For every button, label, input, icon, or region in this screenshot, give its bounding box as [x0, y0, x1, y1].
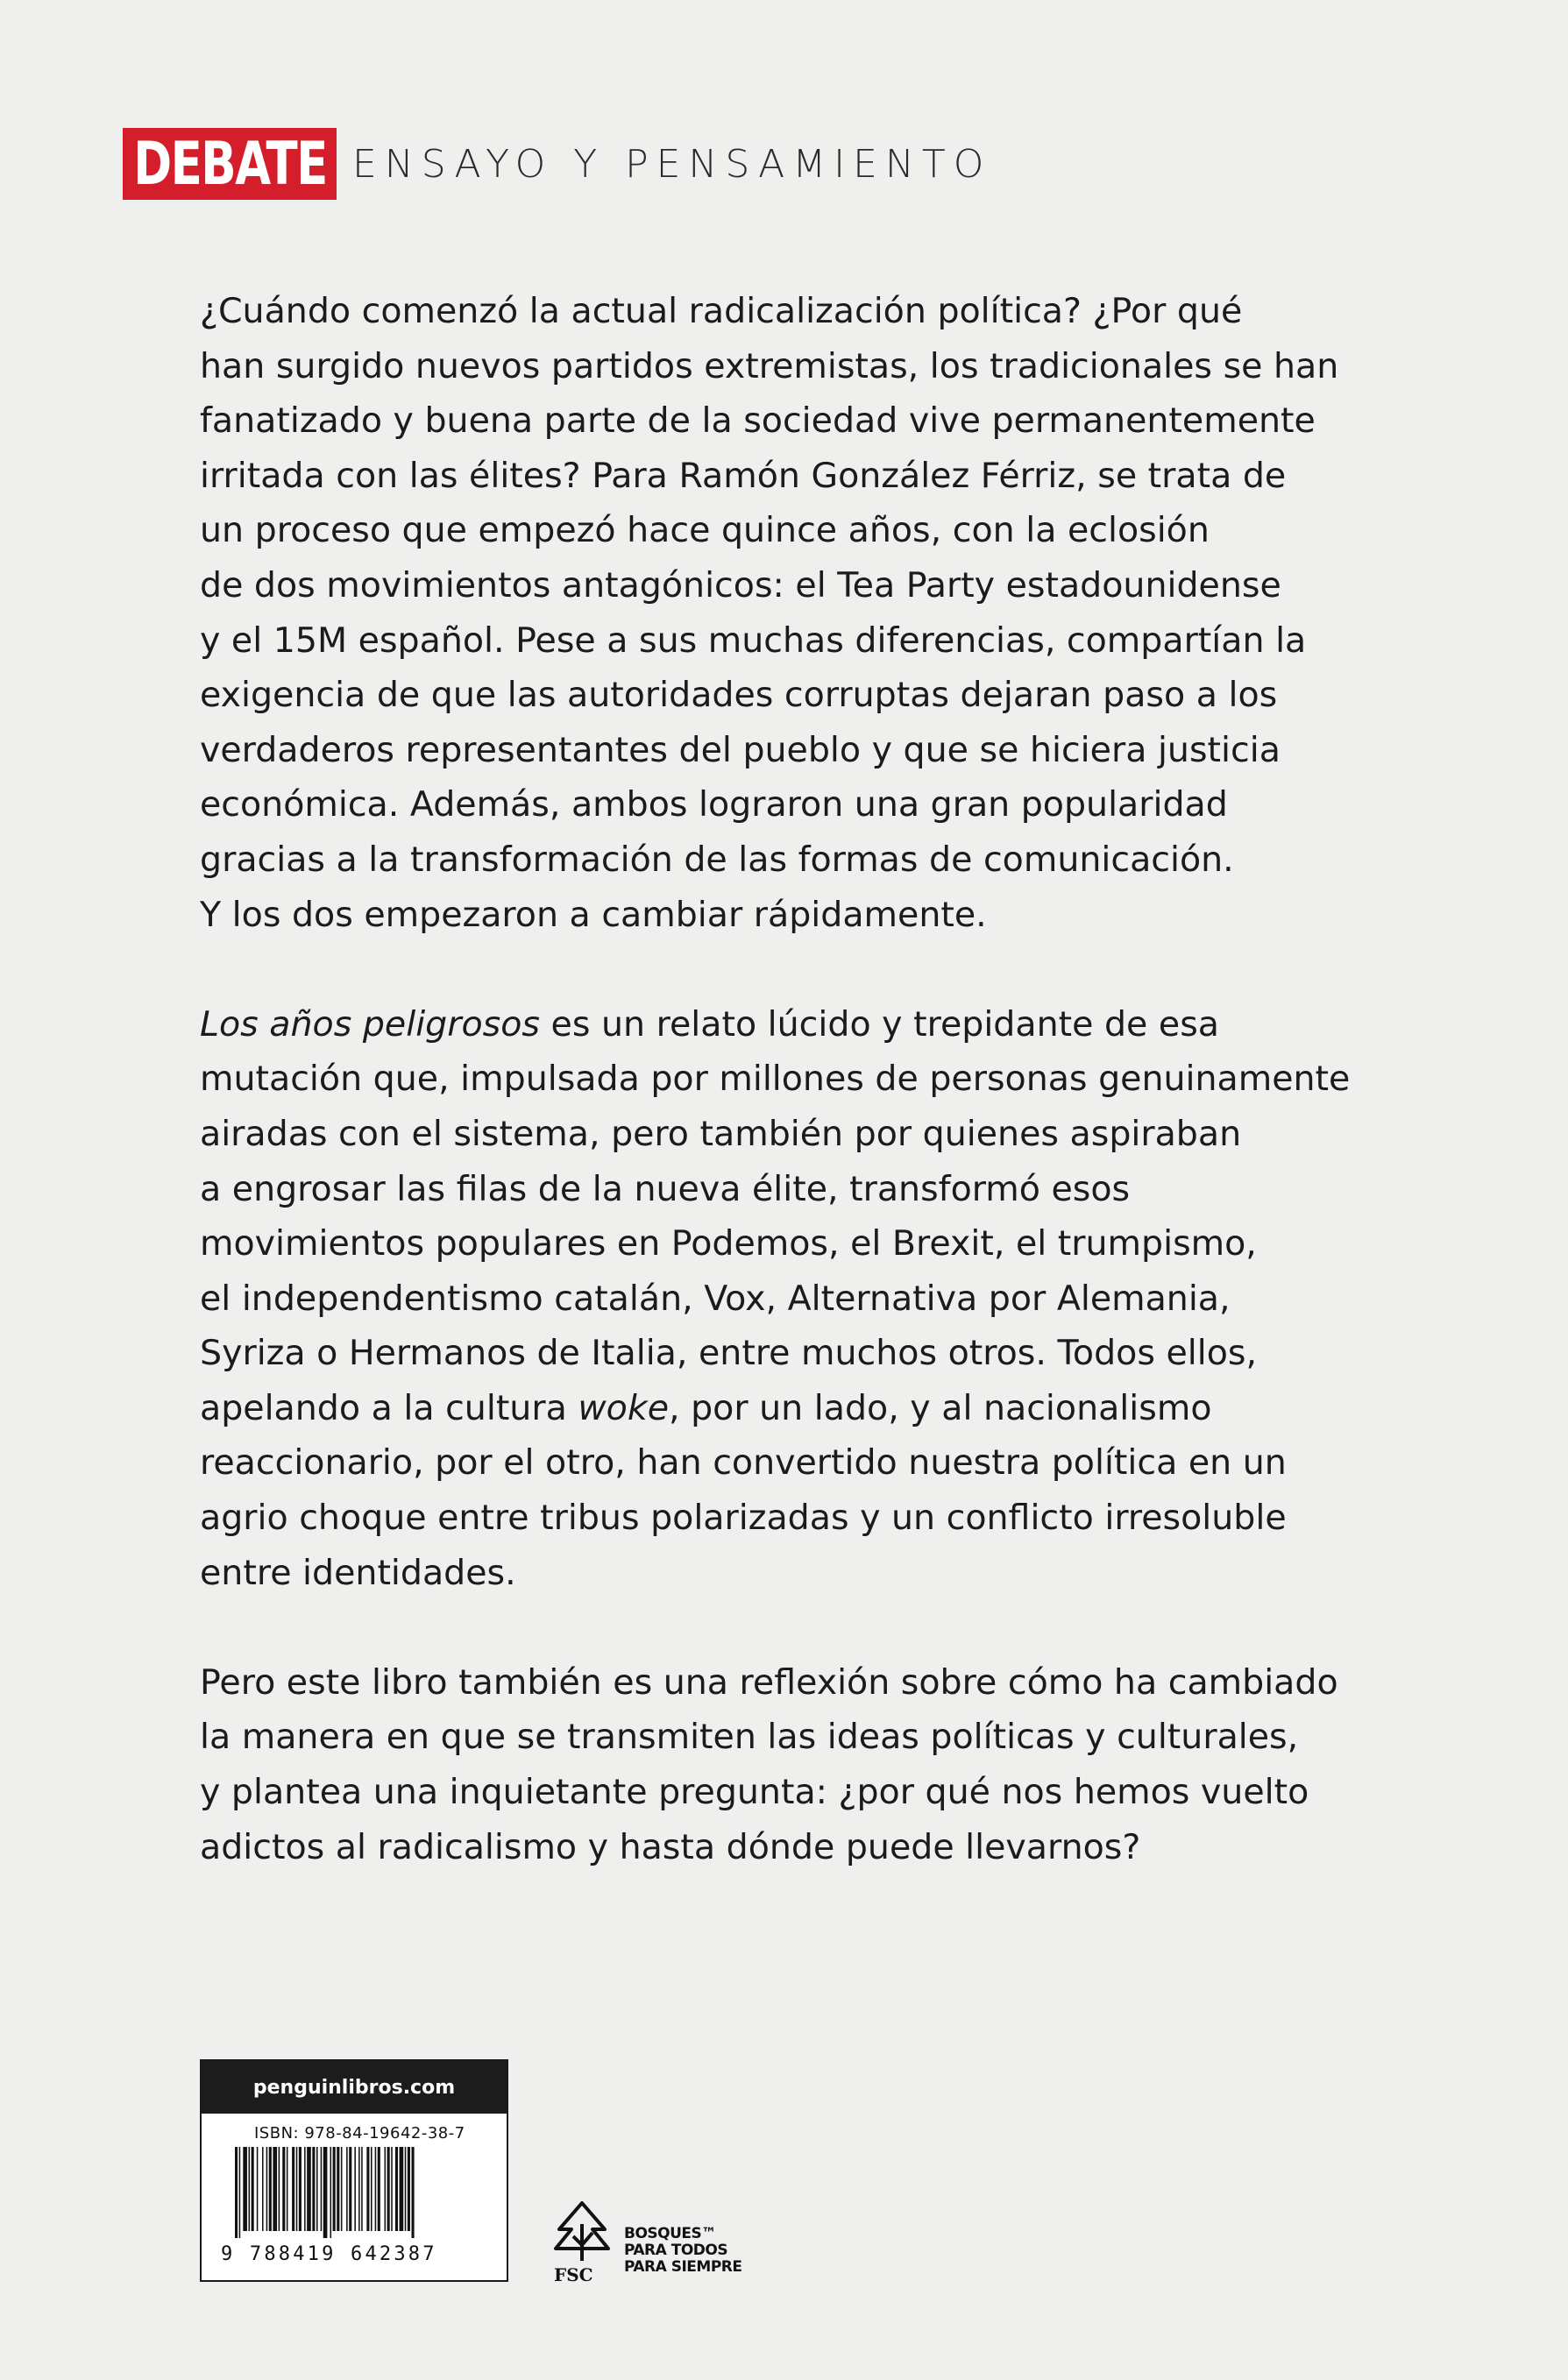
synopsis-line [200, 832, 1418, 888]
publisher-name: DEBATE [132, 129, 327, 199]
text-run: económica. Además, ambos lograron una gran popularidad [200, 784, 1228, 825]
barcode-bar [400, 2147, 404, 2231]
text-run: Syriza o Hermanos de Italia, entre muchos otros. Todos ellos, [200, 1333, 1258, 1374]
synopsis-paragraph [200, 997, 1418, 1601]
synopsis-line [200, 284, 1418, 339]
publisher-logo [123, 128, 337, 200]
barcode-bar [252, 2147, 254, 2231]
barcode-bar [354, 2147, 356, 2231]
barcode-bar [296, 2147, 298, 2231]
synopsis-line [200, 1326, 1418, 1381]
synopsis-line [200, 997, 1418, 1052]
barcode-bar [346, 2147, 348, 2231]
fsc-motto-line: BOSQUES™ [624, 2225, 716, 2242]
barcode-bar [316, 2147, 318, 2231]
text-run: es un relato lúcido y trepidante de esa [539, 1003, 1219, 1045]
barcode-bar [243, 2147, 247, 2231]
synopsis-line [200, 1655, 1418, 1711]
barcode-bar [239, 2147, 241, 2238]
text-run: gracias a la transformación de las formas de comunicación. [200, 839, 1234, 880]
barcode-bar [358, 2147, 360, 2231]
text-run: adictos al radicalismo y hasta dónde puede llevarnos? [200, 1826, 1141, 1867]
text-run: agrio choque entre tribus polarizadas y un conflicto irresoluble [200, 1498, 1287, 1539]
text-run: y plantea una inquietante pregunta: ¿por qué nos hemos vuelto [200, 1772, 1309, 1813]
synopsis-line [200, 1491, 1418, 1546]
barcode-bar [287, 2147, 288, 2231]
fsc-motto [624, 2226, 741, 2276]
text-run: a engrosar las filas de la nueva élite, transformó esos [200, 1168, 1131, 1209]
barcode-bar [304, 2147, 306, 2231]
barcode-bar [405, 2147, 407, 2231]
collection-name: ENSAYO Y PENSAMIENTO [352, 142, 992, 187]
synopsis-text [200, 284, 1418, 1930]
text-run: , por un lado, y al nacionalismo [669, 1387, 1212, 1428]
text-run: mutación que, impulsada por millones de personas genuinamente [200, 1059, 1351, 1100]
barcode-bar [408, 2147, 410, 2231]
barcode-bar [269, 2147, 272, 2231]
fsc-tree-icon [547, 2198, 617, 2266]
synopsis-line [200, 1107, 1418, 1162]
synopsis-line [200, 339, 1418, 394]
synopsis-line [200, 1271, 1418, 1327]
barcode-bar [371, 2147, 372, 2231]
barcode-bar [279, 2147, 280, 2231]
text-run: fanatizado y buena parte de la sociedad vive permanentemente [200, 400, 1316, 442]
barcode-bar [337, 2147, 339, 2231]
barcode-bar [273, 2147, 277, 2231]
text-run: ¿Cuándo comenzó la actual radicalización política? ¿Por qué [200, 291, 1243, 331]
barcode-bar [312, 2147, 315, 2231]
barcode-bar [333, 2147, 336, 2231]
synopsis-line [200, 503, 1418, 558]
barcode-bar [321, 2147, 323, 2231]
barcode-bar [323, 2147, 328, 2238]
text-run: reaccionario, por el otro, han convertido nuestra política en un [200, 1442, 1287, 1484]
synopsis-line [200, 1381, 1418, 1436]
publisher-url: penguinlibros.com [202, 2061, 507, 2114]
synopsis-line [200, 449, 1418, 504]
text-run: verdaderos representantes del pueblo y que se hiciera justicia [200, 729, 1281, 770]
barcode-bar [299, 2147, 302, 2231]
barcode-bar [235, 2147, 238, 2238]
barcode-bar [341, 2147, 343, 2231]
text-run: entre identidades. [200, 1552, 516, 1593]
barcode-block [200, 2059, 508, 2282]
text-run: el independentismo catalán, Vox, Alternativa por Alemania, [200, 1278, 1231, 1319]
synopsis-line [200, 1052, 1418, 1107]
isbn-label: ISBN: 978-84-19642-38-7 [254, 2124, 465, 2143]
barcode-bar [249, 2147, 251, 2231]
barcode-bar [387, 2147, 390, 2231]
italic-text: Los años peligrosos [200, 1003, 540, 1045]
text-run: Y los dos empezaron a cambiar rápidamente. [200, 894, 987, 935]
text-run: de dos movimientos antagónicos: el Tea Party estadounidense [200, 564, 1281, 606]
synopsis-line [200, 1216, 1418, 1271]
synopsis-line [200, 723, 1418, 778]
text-run: Pero este libro también es una reflexión sobre cómo ha cambiado [200, 1661, 1338, 1703]
barcode-bar [262, 2147, 264, 2231]
text-run: han surgido nuevos partidos extremistas, los tradicionales se han [200, 345, 1339, 386]
synopsis-line [200, 1546, 1418, 1601]
fsc-label: FSC [554, 2264, 593, 2285]
text-run: airadas con el sistema, pero también por quienes aspiraban [200, 1113, 1242, 1154]
fsc-motto-line: PARA SIEMPRE [624, 2258, 742, 2276]
synopsis-line [200, 558, 1418, 613]
synopsis-paragraph [200, 1655, 1418, 1874]
text-run: movimientos populares en Podemos, el Brexit, el trumpismo, [200, 1223, 1257, 1264]
barcode-bar [391, 2147, 393, 2231]
synopsis-paragraph [200, 284, 1418, 942]
synopsis-line [200, 1710, 1418, 1765]
barcode-bar [378, 2147, 380, 2231]
text-run: irritada con las élites? Para Ramón González Férriz, se trata de [200, 455, 1287, 496]
synopsis-line [200, 668, 1418, 723]
barcode-bar [292, 2147, 294, 2231]
text-run: y el 15M español. Pese a sus muchas diferencias, compartían la [200, 620, 1307, 661]
barcode-bar [395, 2147, 398, 2231]
italic-text: woke [578, 1387, 669, 1428]
synopsis-line [200, 613, 1418, 669]
text-run: un proceso que empezó hace quince años, con la eclosión [200, 510, 1210, 551]
text-run: la manera en que se transmiten las ideas políticas y culturales, [200, 1717, 1299, 1758]
barcode-bar [375, 2147, 377, 2231]
synopsis-line [200, 1162, 1418, 1217]
text-run: apelando a la cultura [200, 1387, 578, 1428]
barcode-bar [330, 2147, 332, 2238]
fsc-motto-line: PARA TODOS [624, 2242, 728, 2259]
barcode-bar [385, 2147, 387, 2231]
barcode-bar [266, 2147, 268, 2231]
barcode-bar [361, 2147, 363, 2231]
synopsis-line [200, 1765, 1418, 1820]
synopsis-line [200, 1820, 1418, 1875]
barcode-bar [307, 2147, 311, 2231]
barcode-bar [366, 2147, 369, 2231]
barcode-bar [282, 2147, 285, 2231]
barcode-digits: 9 788419 642387 [221, 2243, 437, 2265]
text-run: exigencia de que las autoridades corruptas dejaran paso a los [200, 675, 1278, 716]
fsc-badge [547, 2198, 775, 2285]
barcode-icon [233, 2147, 479, 2238]
synopsis-line [200, 777, 1418, 832]
barcode-bar [349, 2147, 351, 2231]
synopsis-line [200, 888, 1418, 943]
barcode-bar [257, 2147, 259, 2231]
synopsis-line [200, 1435, 1418, 1491]
barcode-bar [412, 2147, 415, 2238]
synopsis-line [200, 393, 1418, 449]
